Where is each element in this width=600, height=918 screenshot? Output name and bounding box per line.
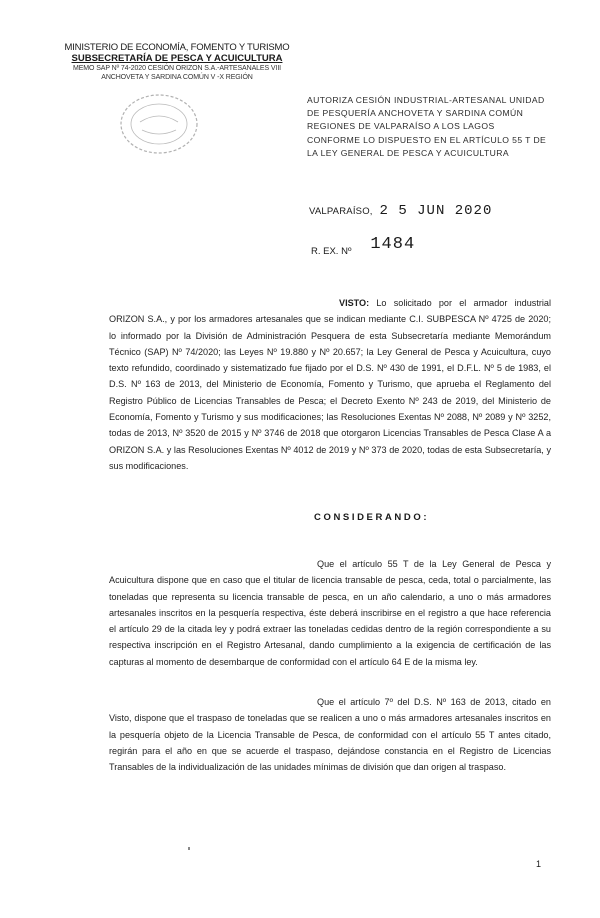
- considerando-heading: CONSIDERANDO:: [314, 512, 430, 523]
- subsecretaria-name: SUBSECRETARÍA DE PESCA Y ACUICULTURA: [71, 53, 283, 64]
- memo-reference: MEMO SAP Nº 74-2020 CESIÓN ORIZON S.A.-ARTESANALES VIII: [72, 65, 282, 72]
- page-number: 1: [536, 859, 542, 869]
- resolution-label: R. EX. Nº: [311, 246, 352, 257]
- resolution-number-stamp: 1484: [370, 235, 416, 254]
- visto-paragraph: [109, 295, 551, 474]
- scan-mark: [188, 847, 190, 850]
- resolution-subject: AUTORIZA CESIÓN INDUSTRIAL-ARTESANAL UNIDAD DE PESQUERÍA ANCHOVETA Y SARDINA COMÚN REGIONES DE VALPARAÍSO A LOS LAGOS CONFORME LO DISPUESTO EN EL ARTÍCULO 55 T DE LA LEY GENERAL DE PESCA Y ACUICULTURA: [307, 95, 547, 158]
- city: VALPARAÍSO,: [309, 206, 373, 217]
- visto-label: VISTO:: [339, 298, 370, 308]
- document-header: [62, 42, 292, 82]
- ministry-name: MINISTERIO DE ECONOMÍA, FOMENTO Y TURISMO: [64, 42, 290, 53]
- official-seal-stamp: [118, 92, 200, 156]
- place-and-date: [309, 203, 492, 219]
- memo-reference-line2: ANCHOVETA Y SARDINA COMÚN V -X REGIÓN: [101, 74, 253, 81]
- considerando-paragraph-1: Que el artículo 55 T de la Ley General de Pesca y Acuicultura dispone que en caso que el titular de licencia transable de pesca, ceda, total o parcialmente, las toneladas que representa su licencia transable de pesca, en un año calendario, a uno o más armadores artesanales inscritos en la pesquería respectiva, éste deberá inscribirse en el registro a que hace referencia el artículo 29 de la citada ley y podrá extraer las toneladas cedidas dentro de la región correspondiente a su respectiva inscripción en el Registro Artesanal, dando cumplimiento a la exigencia de certificación de las capturas al momento de desembarque de conformidad con el artículo 64 E de la misma ley.: [109, 559, 551, 667]
- date-stamp: 2 5 JUN 2020: [379, 203, 493, 219]
- resolution-number: [311, 235, 416, 260]
- considerando-paragraph-2: Que el artículo 7º del D.S. Nº 163 de 2013, citado en Visto, dispone que el traspaso de toneladas que se realicen a uno o más armadores artesanales inscritos en la pesquería objeto de la Licencia Transable de Pesca, de conformidad con el artículo 55 T antes citado, regirán para el año en que se acuerde el traspaso, dejándose constancia en el Registro de Licencias Transables de la individualización de las unidades mínimas de división que dan origen al traspaso.: [109, 697, 551, 773]
- visto-text: Lo solicitado por el armador industrial ORIZON S.A., y por los armadores artesanales que se indican mediante C.I. SUBPESCA Nº 4725 de 2020; lo informado por la División de Administración Pesquera de esta Subsecretaría mediante Memorándum Técnico (SAP) Nº 74/2020; las Leyes Nº 19.880 y Nº 20.657; la Ley General de Pesca y Acuicultura, cuyo texto refundido, coordinado y sistematizado fue fijado por el D.S. Nº 430 de 1991, el D.F.L. Nº 5 de 1983, el D.S. Nº 163 de 2013, del Ministerio de Economía, Fomento y Turismo, que aprueba el Reglamento del Registro Público de Licencias Transables de Pesca; el Decreto Exento Nº 243 de 2019, del Ministerio de Economía, Fomento y Turismo y sus modificaciones; las Resoluciones Exentas Nº 2088, Nº 2089 y Nº 3252, todas de 2013, Nº 3520 de 2015 y Nº 3746 de 2018 que otorgaron Licencias Transables de Pesca Clase A a ORIZON S.A. y las Resoluciones Exentas Nº 4012 de 2019 y Nº 373 de 2020, todas de esta Subsecretaría, y sus modificaciones.: [109, 298, 551, 471]
